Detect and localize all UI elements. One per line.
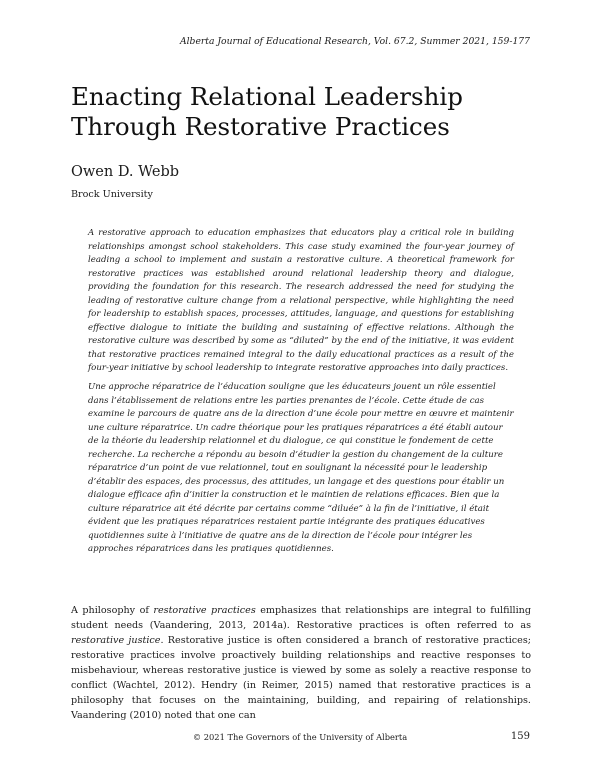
article-title: Enacting Relational Leadership Through Restorative Practices [71, 82, 463, 141]
term-restorative-justice: restorative justice [71, 635, 161, 646]
author-name: Owen D. Webb [71, 164, 180, 180]
running-head: Alberta Journal of Educational Research, Vol. 67.2, Summer 2021, 159-177 [179, 36, 530, 47]
body-text-segment: A philosophy of [71, 605, 154, 616]
abstract-french: Une approche réparatrice de l’éducation souligne que les éducateurs jouent un rôle essentiel dans l’établissement de relations entre les parties prenantes de l’école. Cette étude de cas examine le parcours de quatre ans de la direction d’une école pour mettre en œuvre et maintenir une culture réparatrice. Un cadre théorique pour les pratiques réparatrices a été établi autour de la théorie du leadership relationnel et du dialogue, ce qui constitue le fondement de cette recherche. La recherche a répondu au besoin d’étudier la gestion du changement de la culture réparatrice d’un point de vue relationnel, tout en soulignant la nécessité pour le leadership d’établir des espaces, des processus, des attitudes, un langage et des questions pour établir un dialogue efficace afin d’initier la construction et le maintien de relations efficaces. Bien que la culture réparatrice ait été décrite par certains comme “diluée” à la fin de l’initiative, il était évident que les pratiques réparatrices restaient partie intégrante des pratiques éducatives quotidiennes suite à l’initiative de quatre ans de la direction de l’école pour intégrer les approches réparatrices dans les pratiques quotidiennes. [88, 382, 514, 554]
body-text-segment: . Restorative justice is often considered a branch of restorative practices; restorative practices involve proactively building relationships and reactive responses to misbehaviour, whereas restorative justice is viewed by some as solely a reactive response to conflict (Wachtel, 2012). Hendry (in Reimer, 2015) named that restorative practices is a philosophy that focuses on the maintaining, building, and repairing of relationships. Vaandering (2010) noted that one can [71, 635, 531, 721]
copyright-footer: © 2021 The Governors of the University of Alberta [192, 732, 408, 742]
body-paragraph [71, 603, 531, 723]
term-restorative-practices: restorative practices [153, 605, 256, 616]
abstract-english: A restorative approach to education emphasizes that educators play a critical role in building relationships amongst school stakeholders. This case study examined the four-year journey of leading a school to implement and sustain a restorative culture. A theoretical framework for restorative practices was established around relational leadership theory and dialogue, providing the foundation for this research. The research addressed the need for studying the leading of restorative culture change from a relational perspective, while highlighting the need for leadership to establish spaces, processes, attitudes, language, and questions for establishing effective dialogue to initiate the building and sustaining of effective relations. Although the restorative culture was described by some as “diluted” by the end of the initiative, it was evident that restorative practices remained integral to the daily educational practices as a result of the four-year initiative by school leadership to integrate restorative approaches into daily practices. [88, 228, 514, 373]
page-number: 159 [510, 731, 530, 742]
body-text-segment: emphasizes that relationships are integral to fulfilling student needs (Vaandering, 2013, 2014a). Restorative practices is often referred to as [71, 605, 532, 631]
author-affiliation: Brock University [71, 189, 153, 200]
